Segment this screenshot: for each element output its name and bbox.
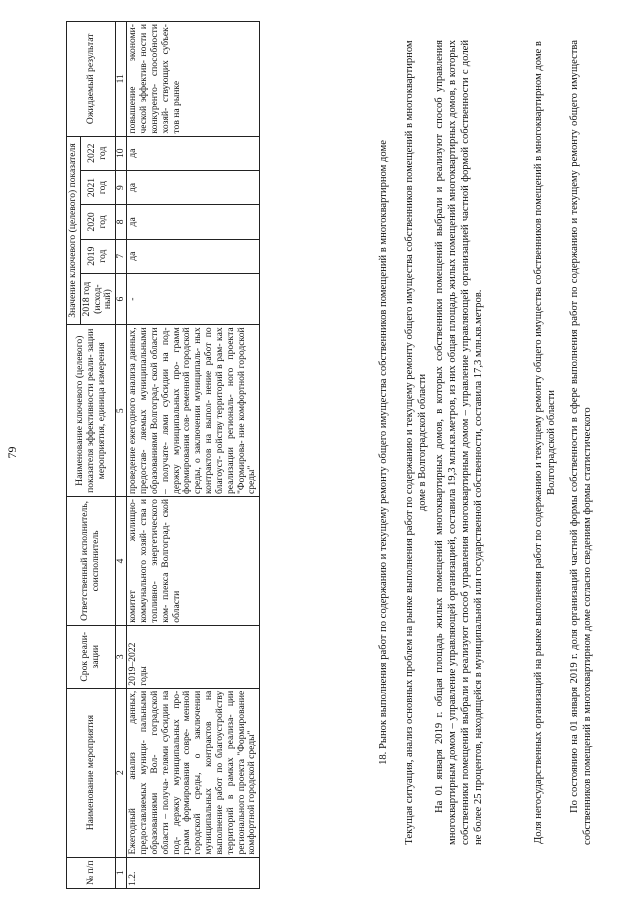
column-number: 6: [116, 273, 127, 325]
header-result: Ожидаемый результат: [67, 22, 116, 137]
table-header-row: [67, 22, 81, 889]
column-number: 1: [116, 857, 127, 888]
page-number: 79: [5, 446, 19, 459]
row-value: да: [127, 136, 260, 170]
row-term: 2019–2022 годы: [127, 625, 260, 688]
column-number: 7: [116, 239, 127, 273]
row-measure-name: Ежегодный анализ данных, предоставляемых муници- пальными образованиями Вол- гоградской области – получа- телями субсидии на под- держку муниципальных про- грамм формирования совре- менной городской среды, о заключении муниципальных контрактов на выполнение работ по благоустройству территорий в рамках реализа- ции регионального проекта "Формирование комфортной городской среды": [127, 688, 260, 857]
row-value: да: [127, 170, 260, 204]
section-title: 18. Рынок выполнения работ по содержанию и текущему ремонту общего имущества собственников помещений в многоквартирном доме: [378, 140, 389, 765]
column-number: 4: [116, 497, 127, 626]
header-year: 2022 год: [80, 136, 115, 170]
row-value: да: [127, 205, 260, 239]
column-number: 9: [116, 170, 127, 204]
header-year: 2021 год: [80, 170, 115, 204]
body-paragraph: На 01 января 2019 г. общая площадь жилых помещений многоквартирных домов, в которых собственники помещений выбрали и реализуют способ управления многоквартирным домом – управление управляющей организацией, составила 19,3 млн.кв.метров, из них общая площадь жилых помещений многоквартирных домов, в которых собственники помещений выбрали и реализуют способ управления многоквартирным домом – управление управляющей организацией частной формой собственности с долей не более 25 процентов, находящейся в муниципальной или государственной собственности, составила 17,3 млн.кв.метров.: [434, 40, 484, 845]
header-year: 2018 год (исход- ный): [80, 273, 115, 325]
column-number: 5: [116, 325, 127, 497]
row-expected-result: повышение экономи- ческой эффектив- ности и конкуренто- способности хозяй- ствующих субъек- тов на рынке: [127, 22, 260, 137]
column-number: 11: [116, 22, 127, 137]
header-year: 2019 год: [80, 239, 115, 273]
header-indicator-value: Значение ключевого (целевого) показателя: [67, 136, 81, 325]
header-name: Наименование мероприятия: [67, 688, 116, 857]
measures-table: [66, 21, 260, 889]
row-value: -: [127, 273, 260, 325]
header-indicator-name: Наименование ключевого (целевого) показателя эффективности реали- зации мероприятия, единица измерения: [67, 325, 116, 497]
row-responsible: комитет жилищно- коммунального хозяй- ства и топливно- энергетического ком- плекса Волгоград- ской области: [127, 497, 260, 626]
row-indicator: проведение ежегодного анализа данных, предостав- ляемых муниципальными образованиями Волгоград- ской области – получате- лями субсидии на под- держку муниципальных про- грамм формирования сов- ременной городской среды, о заключении муниципаль- ных контрактов на выпол- нение работ по благоуст- ройству территорий в рам- ках реализации региональ- ного проекта "Формирова- ние комфортной городской среды": [127, 325, 260, 497]
column-numbers-row: [116, 22, 127, 889]
header-responsible: Ответственный исполнитель, соисполнитель: [67, 497, 116, 626]
header-term: Срок реали- зации: [67, 625, 116, 688]
row-value: да: [127, 239, 260, 273]
column-number: 10: [116, 136, 127, 170]
subsection-heading: Текущая ситуация, анализ основных проблем на рынке выполнения работ по содержанию и текущему ремонту общего имущества собственников помещений в многоквартирном доме в Волгоградской области: [404, 40, 428, 845]
body-paragraph: По состоянию на 01 января 2019 г. доля организаций частной формы собственности в сфере выполнения работ по содержанию и текущему ремонту общего имущества собственников помещений в многоквартирном доме согласно сведениям формы статистического: [569, 40, 593, 845]
header-year: 2020 год: [80, 205, 115, 239]
table-row: [127, 22, 260, 889]
column-number: 3: [116, 625, 127, 688]
row-num: 1.2.: [127, 857, 260, 888]
header-num: № п/п: [67, 857, 116, 888]
column-number: 2: [116, 688, 127, 857]
column-number: 8: [116, 205, 127, 239]
subsection-heading: Доля негосударственных организаций на рынке выполнения работ по содержанию и текущему ремонту общего имущества собственников помещений в многоквартирном доме в Волгоградской области: [533, 41, 557, 844]
